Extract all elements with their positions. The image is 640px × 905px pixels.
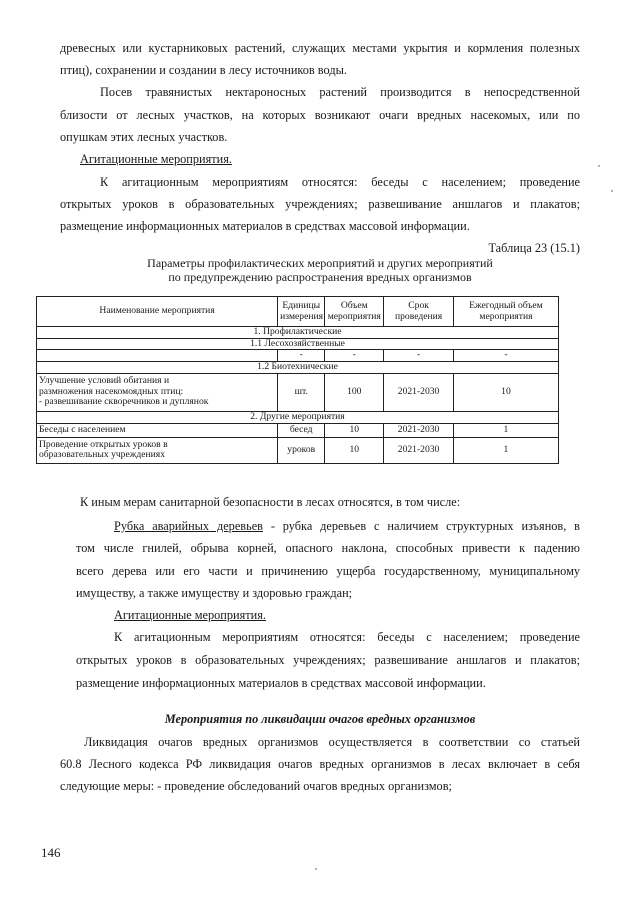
cell-period: 2021-2030 xyxy=(384,373,454,411)
cell-period: - xyxy=(384,350,454,362)
para7-line1: Ликвидация очагов вредных организмов осуществляется в соответствии со статьей xyxy=(84,735,580,749)
term-emergency-felling: Рубка аварийных деревьев xyxy=(114,519,263,533)
para1-line2: птиц), сохранении и создании в лесу источников воды. xyxy=(60,63,347,77)
para4: К иным мерам санитарной безопасности в лесах относятся, в том числе: xyxy=(80,495,461,509)
lessons-name-line2: образовательных учреждениях xyxy=(39,449,165,460)
scan-speck xyxy=(598,165,600,167)
para2-line2: близости от лесных участков, на которых возникают очаги вредных насекомых, или по xyxy=(60,108,580,122)
para7-line3: следующие меры: - проведение обследований очагов вредных организмов; xyxy=(60,779,452,793)
bio-name-line2: размножения насекомоядных птиц: xyxy=(39,385,184,397)
para6-line1: К агитационным мероприятиям относятся: беседы с населением; проведение xyxy=(114,630,580,644)
page-number: 146 xyxy=(41,845,61,860)
cell-name: Беседы с населением xyxy=(37,423,278,437)
lessons-name-line1: Проведение открытых уроков в xyxy=(39,438,168,450)
measures-table xyxy=(36,296,559,464)
header-period: Срок проведения xyxy=(384,297,454,327)
para5-line3: всего дерева или его части и причинению ущерба государственному, муниципальному xyxy=(76,564,580,578)
para6-line2: открытых уроков в образовательных учреждениях; развешивание аншлагов и плакатов; xyxy=(76,653,580,667)
cell-name xyxy=(37,373,278,411)
cell-unit: - xyxy=(278,350,325,362)
para6-line3: размещение информационных материалов в средствах массовой информации. xyxy=(76,676,486,690)
cell-period: 2021-2030 xyxy=(384,437,454,463)
cell-unit: шт. xyxy=(278,373,325,411)
table-row xyxy=(37,350,559,362)
bio-name-line3: - развешивание скворечников и дуплянок xyxy=(39,396,209,408)
cell-annual: - xyxy=(453,350,558,362)
section-prophylactic: 1. Профилактические xyxy=(37,327,559,339)
para5-line4: имуществу, а также имуществу и здоровью граждан; xyxy=(76,586,353,600)
para2-line1: Посев травянистых нектароносных растений производится в непосредственной xyxy=(100,85,580,99)
para7-line2: 60.8 Лесного кодекса РФ ликвидация очагов вредных организмов в лесах включает в себя xyxy=(60,757,580,771)
empty-cell xyxy=(37,350,278,362)
subsection-biotechnical: 1.2 Биотехнические xyxy=(37,362,559,374)
cell-unit: бесед xyxy=(278,423,325,437)
para3-line2: открытых уроков в образовательных учреждениях; развешивание аншлагов и плакатов; xyxy=(60,197,580,211)
cell-annual: 10 xyxy=(453,373,558,411)
cell-volume: 10 xyxy=(325,437,384,463)
liquidation-heading: Мероприятия по ликвидации очагов вредных организмов xyxy=(164,712,476,726)
table-title-line2: по предупреждению распространения вредных организмов xyxy=(168,270,472,284)
cell-unit: уроков xyxy=(278,437,325,463)
cell-volume: - xyxy=(325,350,384,362)
cell-annual: 1 xyxy=(453,423,558,437)
para3-line1: К агитационным мероприятиям относятся: беседы с населением; проведение xyxy=(100,175,580,189)
table-title-line1: Параметры профилактических мероприятий и других мероприятий xyxy=(147,256,493,270)
bio-name-line1: Улучшение условий обитания и xyxy=(39,375,170,387)
scan-speck xyxy=(315,868,317,870)
para5-line2: том числе гнилей, обрыва корней, опасного наклона, способных привести к падению xyxy=(76,541,580,555)
para2-line3: опушкам этих лесных участков. xyxy=(60,130,228,144)
agitation-heading-1: Агитационные мероприятия. xyxy=(80,152,232,166)
cell-period: 2021-2030 xyxy=(384,423,454,437)
header-annual: Ежегодный объем мероприятия xyxy=(453,297,558,327)
cell-volume: 10 xyxy=(325,423,384,437)
header-name: Наименование мероприятия xyxy=(37,297,278,327)
cell-name xyxy=(37,437,278,463)
para5-line1-rest: - рубка деревьев с наличием структурных изъянов, в xyxy=(262,519,580,533)
subsection-forestry: 1.1 Лесохозяйственные xyxy=(37,338,559,350)
table-row xyxy=(37,437,559,463)
table-row xyxy=(37,373,559,411)
agitation-heading-2: Агитационные мероприятия. xyxy=(114,608,266,622)
cell-annual: 1 xyxy=(453,437,558,463)
header-volume: Объем мероприятия xyxy=(325,297,384,327)
scan-speck xyxy=(611,190,613,192)
table-label: Таблица 23 (15.1) xyxy=(488,241,580,255)
table-row xyxy=(37,423,559,437)
para5-line1 xyxy=(114,519,580,534)
para3-line3: размещение информационных материалов в средствах массовой информации. xyxy=(60,219,470,233)
section-other: 2. Другие мероприятия xyxy=(37,411,559,423)
header-unit: Единицы измерения xyxy=(278,297,325,327)
table-header-row xyxy=(37,297,559,327)
cell-volume: 100 xyxy=(325,373,384,411)
para1-line1: древесных или кустарниковых растений, служащих местами укрытия и кормления полезных xyxy=(60,41,580,55)
